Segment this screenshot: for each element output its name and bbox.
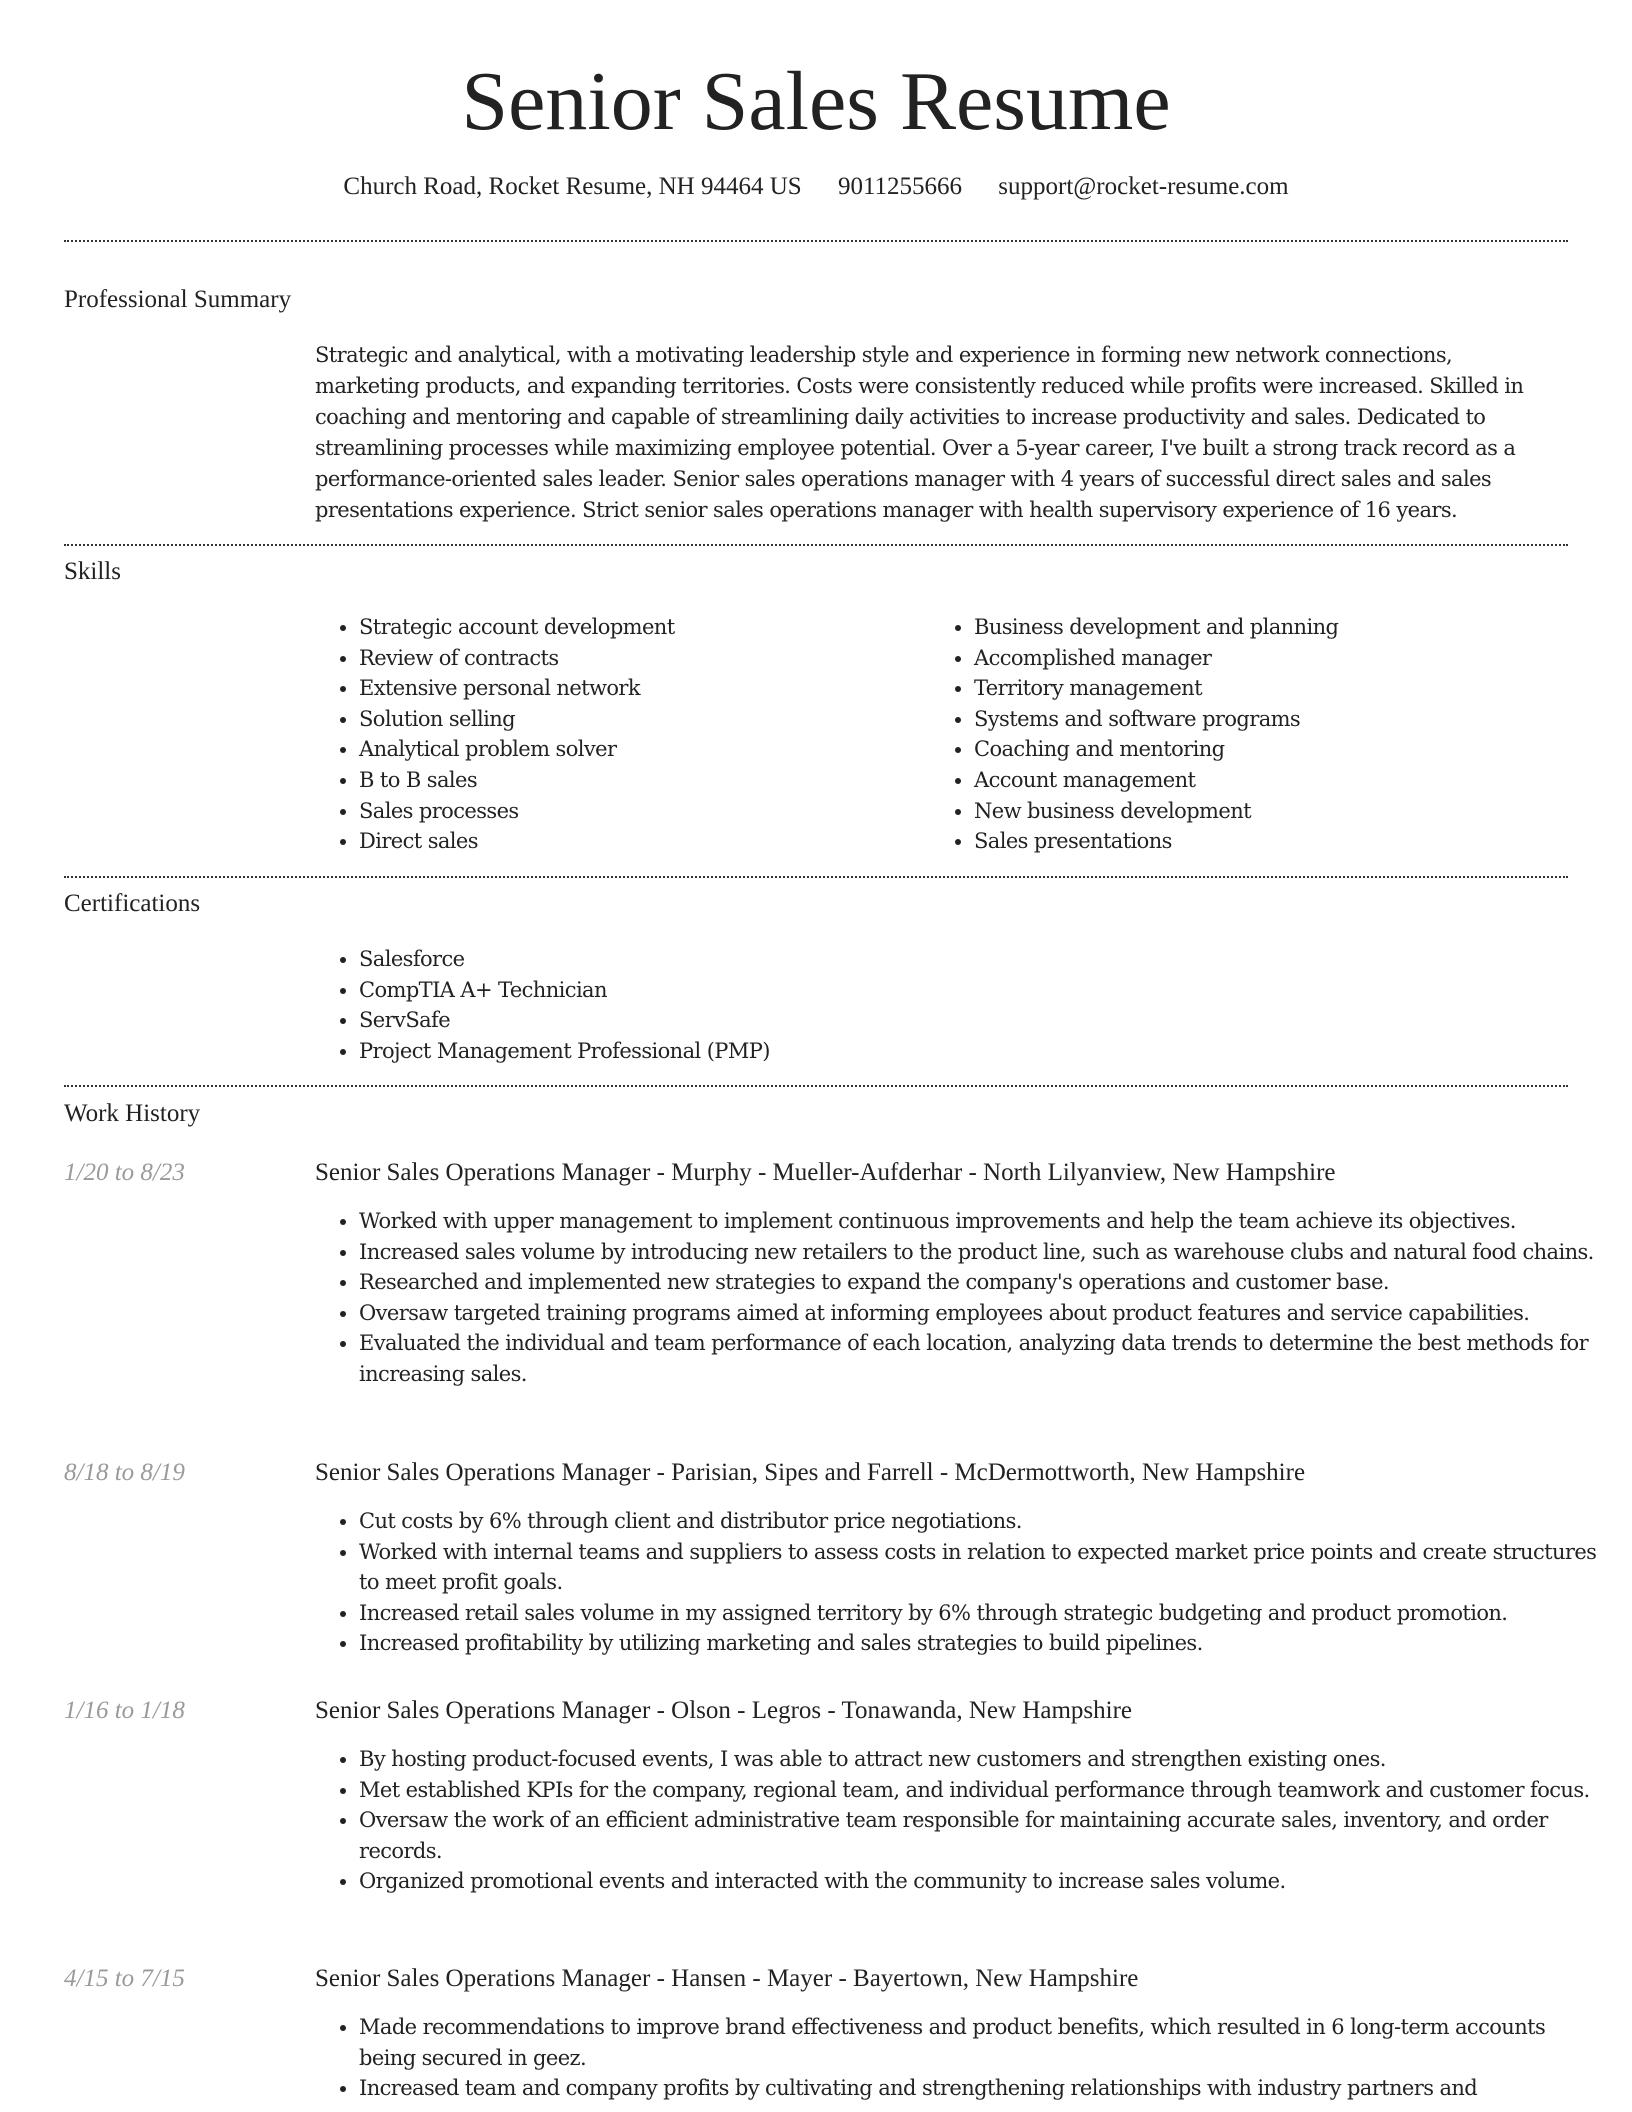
list-item: • Made recommendations to improve brand effectiveness and product benefits, which resulted in 6 long-term accounts being secured in geez. bbox=[359, 2012, 1604, 2073]
resume-title: Senior Sales Resume bbox=[461, 55, 1171, 148]
certifications-list bbox=[315, 944, 1359, 1066]
divider-certifications bbox=[64, 1085, 1568, 1087]
list-item: • Worked with upper management to implement continuous improvements and help the team achieve its objectives. bbox=[359, 1206, 1604, 1237]
summary-text: Strategic and analytical, with a motivating leadership style and experience in forming new network connections, marketing products, and expanding territories. Costs were consistently reduced while profits were increased. Skilled in coaching and mentoring and capable of streamlining daily activities to increase productivity and sales. Dedicated to streamlining processes while maximizing employee potential. Over a 5-year career, I've built a strong track record as a performance-oriented sales leader. Senior sales operations manager with 4 years of successful direct sales and sales presentations experience. Strict senior sales operations manager with health supervisory experience of 16 years. bbox=[315, 343, 1524, 522]
list-item: • Evaluated the individual and team performance of each location, analyzing data trends to determine the best methods for increasing sales. bbox=[359, 1328, 1604, 1389]
job-bullets bbox=[315, 1744, 1604, 1897]
list-item: • Increased profitability by utilizing marketing and sales strategies to build pipelines. bbox=[359, 1628, 1604, 1659]
list-item: • Salesforce bbox=[359, 944, 1359, 975]
list-item: • Project Management Professional (PMP) bbox=[359, 1036, 1359, 1067]
job-title: Senior Sales Operations Manager - Murphy - Mueller-Aufderhar - North Lilyanview, New Hampshire bbox=[315, 1159, 1336, 1186]
work-history-heading: Work History bbox=[64, 1100, 201, 1127]
list-item: • Increased retail sales volume in my assigned territory by 6% through strategic budgeting and product promotion. bbox=[359, 1598, 1604, 1629]
list-item: • Analytical problem solver bbox=[359, 734, 919, 765]
divider-header bbox=[64, 240, 1568, 242]
skills-heading: Skills bbox=[64, 558, 121, 585]
list-item: • Coaching and mentoring bbox=[974, 734, 1594, 765]
list-item: • Increased sales volume by introducing new retailers to the product line, such as warehouse clubs and natural food chains. bbox=[359, 1237, 1604, 1268]
list-item: • Direct sales bbox=[359, 826, 919, 857]
list-item: • Increased team and company profits by cultivating and strengthening relationships with industry partners and bbox=[359, 2073, 1604, 2104]
list-item: • Oversaw targeted training programs aimed at informing employees about product features and service capabilities. bbox=[359, 1298, 1604, 1329]
contact-phone: 9011255666 bbox=[837, 173, 963, 200]
list-item: • Review of contracts bbox=[359, 643, 919, 674]
list-item: • Solution selling bbox=[359, 704, 919, 735]
list-item: • Organized promotional events and interacted with the community to increase sales volume. bbox=[359, 1866, 1604, 1897]
list-item: • B to B sales bbox=[359, 765, 919, 796]
list-item: • New business development bbox=[974, 796, 1594, 827]
list-item: • ServSafe bbox=[359, 1005, 1359, 1036]
contact-address: Church Road, Rocket Resume, NH 94464 US bbox=[343, 173, 802, 200]
list-item: • By hosting product-focused events, I was able to attract new customers and strengthen existing ones. bbox=[359, 1744, 1604, 1775]
job-title: Senior Sales Operations Manager - Hansen - Mayer - Bayertown, New Hampshire bbox=[315, 1965, 1139, 1992]
list-item: • CompTIA A+ Technician bbox=[359, 975, 1359, 1006]
list-item: • Cut costs by 6% through client and distributor price negotiations. bbox=[359, 1506, 1604, 1537]
list-item: • Met established KPIs for the company, regional team, and individual performance through teamwork and customer focus. bbox=[359, 1775, 1604, 1806]
divider-summary bbox=[64, 544, 1568, 546]
list-item: • Accomplished manager bbox=[974, 643, 1594, 674]
job-bullets bbox=[315, 1206, 1604, 1390]
certifications-heading: Certifications bbox=[64, 890, 201, 917]
contact-email: support@rocket-resume.com bbox=[998, 173, 1289, 200]
skills-list-right bbox=[930, 612, 1594, 857]
list-item: • Oversaw the work of an efficient administrative team responsible for maintaining accurate sales, inventory, and order records. bbox=[359, 1805, 1604, 1866]
list-item: • Sales presentations bbox=[974, 826, 1594, 857]
list-item: • Account management bbox=[974, 765, 1594, 796]
job-title: Senior Sales Operations Manager - Parisian, Sipes and Farrell - McDermottworth, New Hampshire bbox=[315, 1459, 1306, 1486]
job-dates: 1/16 to 1/18 bbox=[64, 1697, 185, 1724]
job-title: Senior Sales Operations Manager - Olson - Legros - Tonawanda, New Hampshire bbox=[315, 1697, 1133, 1724]
skills-list-left bbox=[315, 612, 919, 857]
list-item: • Worked with internal teams and suppliers to assess costs in relation to expected market price points and create structures to meet profit goals. bbox=[359, 1537, 1604, 1598]
list-item: • Systems and software programs bbox=[974, 704, 1594, 735]
list-item: • Strategic account development bbox=[359, 612, 919, 643]
summary-heading: Professional Summary bbox=[64, 286, 292, 313]
list-item: • Extensive personal network bbox=[359, 673, 919, 704]
list-item: • Territory management bbox=[974, 673, 1594, 704]
list-item: • Business development and planning bbox=[974, 612, 1594, 643]
list-item: • Researched and implemented new strategies to expand the company's operations and customer base. bbox=[359, 1267, 1604, 1298]
job-dates: 1/20 to 8/23 bbox=[64, 1159, 185, 1186]
contact-line bbox=[0, 170, 1632, 204]
job-dates: 8/18 to 8/19 bbox=[64, 1459, 185, 1486]
job-bullets bbox=[315, 2012, 1604, 2104]
job-bullets bbox=[315, 1506, 1604, 1659]
list-item: • Sales processes bbox=[359, 796, 919, 827]
divider-skills bbox=[64, 876, 1568, 878]
job-dates: 4/15 to 7/15 bbox=[64, 1965, 185, 1992]
